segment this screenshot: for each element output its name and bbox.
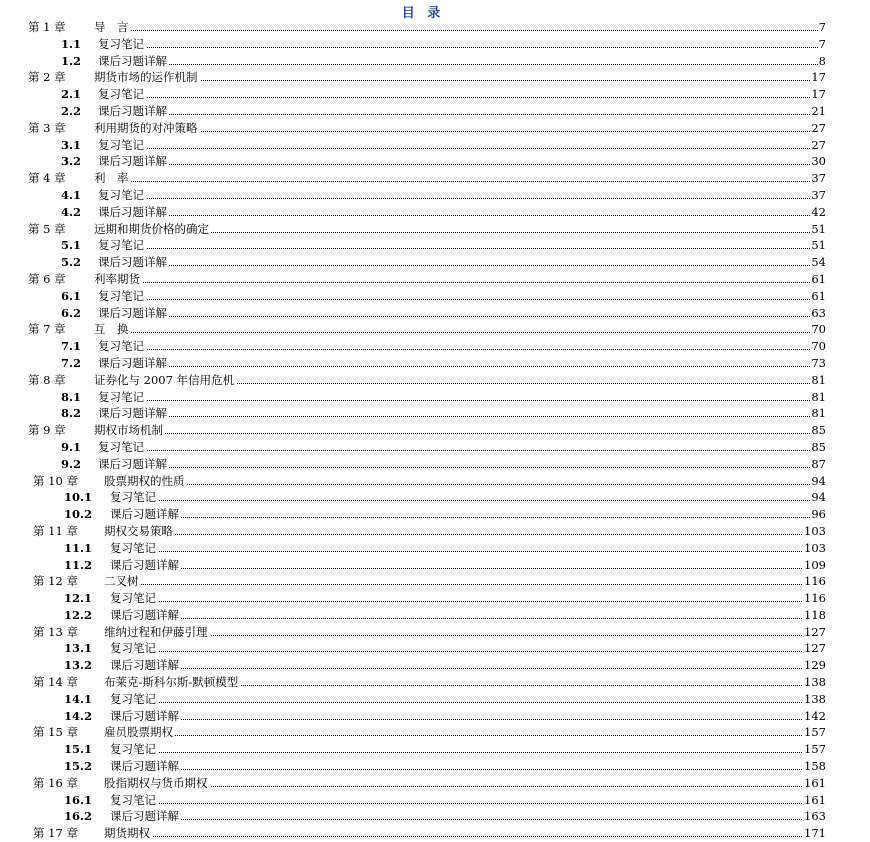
toc-chapter-row[interactable] xyxy=(0,221,870,238)
toc-chapter-row[interactable] xyxy=(0,271,870,288)
section-number: 12.2 xyxy=(64,607,93,622)
dot-leader xyxy=(114,651,824,652)
toc-section-row[interactable] xyxy=(0,204,870,221)
chapter-title[interactable]: 利率期货 xyxy=(94,271,140,286)
page-number: 157 xyxy=(804,742,826,757)
dot-leader xyxy=(102,164,824,165)
section-number: 6.2 xyxy=(61,305,82,320)
toc-title: 目 录 xyxy=(401,6,445,21)
page-number: 27 xyxy=(811,137,826,152)
chapter-title[interactable]: 股票期权的性质 xyxy=(104,473,185,488)
section-number: 8.2 xyxy=(61,406,82,421)
toc-section-row[interactable] xyxy=(0,355,870,372)
section-number: 9.1 xyxy=(61,439,82,454)
chapter-number: 第 11 章 xyxy=(33,523,78,538)
page-number: 157 xyxy=(804,725,826,740)
page-number: 127 xyxy=(804,624,826,639)
chapter-title[interactable]: 互 换 xyxy=(94,322,129,337)
toc-section-row[interactable] xyxy=(0,607,870,624)
toc-section-row[interactable] xyxy=(0,489,870,506)
section-title[interactable]: 课后习题详解 xyxy=(98,305,167,320)
chapter-title[interactable]: 利 率 xyxy=(94,171,129,186)
chapter-number: 第 3 章 xyxy=(28,120,66,135)
dot-leader xyxy=(102,198,824,199)
toc-chapter-row[interactable] xyxy=(0,170,870,187)
dot-leader xyxy=(102,47,824,48)
chapter-title[interactable]: 维纳过程和伊藤引理 xyxy=(104,624,208,639)
section-title[interactable]: 课后习题详解 xyxy=(98,154,167,169)
section-title[interactable]: 复习笔记 xyxy=(98,439,144,454)
chapter-number: 第 13 章 xyxy=(33,624,78,639)
toc-section-row[interactable] xyxy=(0,305,870,322)
section-number: 10.1 xyxy=(64,490,93,505)
section-number: 16.2 xyxy=(64,809,93,824)
section-title[interactable]: 复习笔记 xyxy=(110,540,156,555)
page-number: 138 xyxy=(804,691,826,706)
page-number: 70 xyxy=(811,322,826,337)
chapter-number: 第 14 章 xyxy=(33,675,78,690)
section-number: 8.1 xyxy=(61,389,82,404)
page-number: 7 xyxy=(818,36,826,51)
dot-leader xyxy=(102,97,824,98)
section-number: 4.1 xyxy=(61,187,82,202)
section-title[interactable]: 复习笔记 xyxy=(98,238,144,253)
section-number: 13.1 xyxy=(64,641,93,656)
toc-list xyxy=(0,19,870,842)
section-number: 10.2 xyxy=(64,507,93,522)
dot-leader xyxy=(114,719,824,720)
chapter-number: 第 2 章 xyxy=(28,70,66,85)
toc-section-row[interactable] xyxy=(0,288,870,305)
dot-leader xyxy=(114,568,824,569)
dot-leader xyxy=(114,618,824,619)
page-number: 81 xyxy=(811,389,826,404)
toc-chapter-row[interactable] xyxy=(0,69,870,86)
toc-chapter-row[interactable] xyxy=(0,624,870,641)
dot-leader xyxy=(102,215,824,216)
toc-section-row[interactable] xyxy=(0,741,870,758)
section-number: 16.1 xyxy=(64,792,93,807)
section-number: 7.2 xyxy=(61,355,82,370)
chapter-title[interactable]: 期货市场的运作机制 xyxy=(94,70,198,85)
section-number: 5.2 xyxy=(61,255,82,270)
page-number: 116 xyxy=(804,591,826,606)
toc-section-row[interactable] xyxy=(0,53,870,70)
page-number: 7 xyxy=(818,20,826,34)
page-number: 94 xyxy=(811,490,826,505)
chapter-number: 第 6 章 xyxy=(28,271,66,286)
page-number: 70 xyxy=(811,339,826,354)
page-number: 54 xyxy=(811,255,826,270)
toc-chapter-row[interactable] xyxy=(0,422,870,439)
toc-section-row[interactable] xyxy=(0,338,870,355)
toc-chapter-row[interactable] xyxy=(0,674,870,691)
section-title[interactable]: 复习笔记 xyxy=(110,742,156,757)
chapter-title[interactable]: 布莱克-斯科尔斯-默顿模型 xyxy=(104,675,239,690)
toc-section-row[interactable] xyxy=(0,708,870,725)
dot-leader xyxy=(102,299,824,300)
page-number: 63 xyxy=(811,305,826,320)
chapter-title[interactable]: 期权交易策略 xyxy=(104,523,173,538)
toc-section-row[interactable] xyxy=(0,103,870,120)
page-number: 21 xyxy=(811,103,826,118)
toc-section-row[interactable] xyxy=(0,590,870,607)
toc-section-row[interactable] xyxy=(0,640,870,657)
page-number: 61 xyxy=(811,288,826,303)
toc-chapter-row[interactable] xyxy=(0,473,870,490)
page-number: 42 xyxy=(811,204,826,219)
dot-leader xyxy=(114,803,824,804)
page-number: 129 xyxy=(804,658,826,673)
section-title[interactable]: 复习笔记 xyxy=(110,591,156,606)
section-title[interactable]: 课后习题详解 xyxy=(110,557,179,572)
section-title[interactable]: 课后习题详解 xyxy=(98,456,167,471)
dot-leader xyxy=(114,752,824,753)
page-number: 116 xyxy=(804,574,826,589)
section-title[interactable]: 课后习题详解 xyxy=(110,809,179,824)
toc-section-row[interactable] xyxy=(0,405,870,422)
page-number: 17 xyxy=(811,87,826,102)
section-title[interactable]: 复习笔记 xyxy=(98,389,144,404)
section-number: 12.1 xyxy=(64,591,93,606)
dot-leader xyxy=(98,181,824,182)
section-title[interactable]: 课后习题详解 xyxy=(110,607,179,622)
toc-section-row[interactable] xyxy=(0,153,870,170)
dot-leader xyxy=(114,819,824,820)
dot-leader xyxy=(108,584,824,585)
chapter-number: 第 5 章 xyxy=(28,221,66,236)
dot-leader xyxy=(98,282,824,283)
toc-section-row[interactable] xyxy=(0,389,870,406)
dot-leader xyxy=(98,80,824,81)
dot-leader xyxy=(102,450,824,451)
dot-leader xyxy=(114,500,824,501)
page-number: 94 xyxy=(811,473,826,488)
section-title[interactable]: 课后习题详解 xyxy=(110,759,179,774)
chapter-title[interactable]: 期权市场机制 xyxy=(94,423,163,438)
page-number: 85 xyxy=(811,439,826,454)
dot-leader xyxy=(98,131,824,132)
chapter-title[interactable]: 证券化与 2007 年信用危机 xyxy=(94,372,235,387)
section-number: 11.1 xyxy=(64,540,93,555)
section-title[interactable]: 课后习题详解 xyxy=(98,53,167,68)
chapter-title[interactable]: 利用期货的对冲策略 xyxy=(94,120,198,135)
dot-leader xyxy=(114,551,824,552)
page-number: 161 xyxy=(804,775,826,790)
dot-leader xyxy=(114,517,824,518)
section-title[interactable]: 课后习题详解 xyxy=(110,658,179,673)
page-number: 17 xyxy=(811,70,826,85)
toc-section-row[interactable] xyxy=(0,456,870,473)
section-title[interactable]: 课后习题详解 xyxy=(98,406,167,421)
page-number: 138 xyxy=(804,675,826,690)
chapter-number: 第 9 章 xyxy=(28,423,66,438)
toc-section-row[interactable] xyxy=(0,540,870,557)
chapter-number: 第 10 章 xyxy=(33,473,78,488)
chapter-number: 第 16 章 xyxy=(33,775,78,790)
page-number: 161 xyxy=(804,792,826,807)
page-number: 103 xyxy=(804,523,826,538)
toc-section-row[interactable] xyxy=(0,237,870,254)
page-number: 51 xyxy=(811,221,826,236)
toc-chapter-row[interactable] xyxy=(0,724,870,741)
dot-leader xyxy=(108,484,824,485)
page-number: 37 xyxy=(811,187,826,202)
dot-leader xyxy=(102,400,824,401)
section-title[interactable]: 复习笔记 xyxy=(98,137,144,152)
section-title[interactable]: 课后习题详解 xyxy=(98,204,167,219)
toc-section-row[interactable] xyxy=(0,254,870,271)
page-number: 127 xyxy=(804,641,826,656)
section-number: 2.2 xyxy=(61,103,82,118)
section-title[interactable]: 课后习题详解 xyxy=(110,507,179,522)
page-number: 158 xyxy=(804,759,826,774)
page-number: 87 xyxy=(811,456,826,471)
toc-section-row[interactable] xyxy=(0,36,870,53)
section-title[interactable]: 复习笔记 xyxy=(110,641,156,656)
chapter-number: 第 4 章 xyxy=(28,171,66,186)
page-number: 96 xyxy=(811,507,826,522)
section-title[interactable]: 课后习题详解 xyxy=(98,355,167,370)
chapter-title[interactable]: 雇员股票期权 xyxy=(104,725,173,740)
dot-leader xyxy=(102,416,824,417)
toc-section-row[interactable] xyxy=(0,557,870,574)
toc-section-row[interactable] xyxy=(0,657,870,674)
dot-leader xyxy=(102,248,824,249)
section-number: 11.2 xyxy=(64,557,93,572)
dot-leader xyxy=(98,433,824,434)
chapter-number: 第 15 章 xyxy=(33,725,78,740)
section-number: 1.2 xyxy=(61,53,82,68)
page-number: 73 xyxy=(811,355,826,370)
section-number: 15.2 xyxy=(64,759,93,774)
section-number: 15.1 xyxy=(64,742,93,757)
toc-chapter-row[interactable] xyxy=(0,321,870,338)
dot-leader xyxy=(102,467,824,468)
section-number: 13.2 xyxy=(64,658,93,673)
toc-section-row[interactable] xyxy=(0,691,870,708)
page-number: 109 xyxy=(804,557,826,572)
section-title[interactable]: 复习笔记 xyxy=(110,691,156,706)
section-title[interactable]: 复习笔记 xyxy=(98,36,144,51)
chapter-number: 第 7 章 xyxy=(28,322,66,337)
chapter-title[interactable]: 远期和期货价格的确定 xyxy=(94,221,209,236)
toc-chapter-row[interactable] xyxy=(0,825,870,842)
toc-section-row[interactable] xyxy=(0,439,870,456)
page-number: 30 xyxy=(811,154,826,169)
dot-leader xyxy=(102,366,824,367)
page-number: 142 xyxy=(804,708,826,723)
dot-leader xyxy=(114,601,824,602)
section-number: 6.1 xyxy=(61,288,82,303)
section-title[interactable]: 复习笔记 xyxy=(98,87,144,102)
dot-leader xyxy=(102,265,824,266)
section-number: 3.2 xyxy=(61,154,82,169)
toc-chapter-row[interactable] xyxy=(0,523,870,540)
section-title[interactable]: 课后习题详解 xyxy=(98,255,167,270)
chapter-title[interactable]: 二叉树 xyxy=(104,574,139,589)
section-title[interactable]: 课后习题详解 xyxy=(110,708,179,723)
dot-leader xyxy=(102,349,824,350)
dot-leader xyxy=(102,64,824,65)
page-number: 81 xyxy=(811,406,826,421)
toc-section-row[interactable] xyxy=(0,808,870,825)
section-number: 7.1 xyxy=(61,339,82,354)
dot-leader xyxy=(98,30,824,31)
section-title[interactable]: 复习笔记 xyxy=(98,339,144,354)
dot-leader xyxy=(114,668,824,669)
chapter-number: 第 1 章 xyxy=(28,20,66,34)
chapter-title[interactable]: 导 言 xyxy=(94,20,129,34)
page-number: 61 xyxy=(811,271,826,286)
dot-leader xyxy=(98,332,824,333)
section-number: 4.2 xyxy=(61,204,82,219)
toc-chapter-row[interactable] xyxy=(0,775,870,792)
section-title[interactable]: 复习笔记 xyxy=(110,792,156,807)
section-title[interactable]: 复习笔记 xyxy=(110,490,156,505)
toc-section-row[interactable] xyxy=(0,86,870,103)
chapter-title[interactable]: 股指期权与货币期权 xyxy=(104,775,208,790)
dot-leader xyxy=(108,635,824,636)
page-number: 27 xyxy=(811,120,826,135)
chapter-number: 第 12 章 xyxy=(33,574,78,589)
page-number: 118 xyxy=(804,607,826,622)
section-number: 9.2 xyxy=(61,456,82,471)
section-title[interactable]: 复习笔记 xyxy=(98,288,144,303)
dot-leader xyxy=(108,735,824,736)
page-number: 85 xyxy=(811,423,826,438)
dot-leader xyxy=(108,534,824,535)
section-number: 2.1 xyxy=(61,87,82,102)
section-title[interactable]: 课后习题详解 xyxy=(98,103,167,118)
dot-leader xyxy=(102,316,824,317)
chapter-number: 第 8 章 xyxy=(28,372,66,387)
chapter-number: 第 17 章 xyxy=(33,826,78,841)
toc-section-row[interactable] xyxy=(0,506,870,523)
toc-chapter-row[interactable] xyxy=(0,372,870,389)
dot-leader xyxy=(114,769,824,770)
section-number: 14.2 xyxy=(64,708,93,723)
toc-section-row[interactable] xyxy=(0,137,870,154)
section-title[interactable]: 复习笔记 xyxy=(98,187,144,202)
page-number: 37 xyxy=(811,171,826,186)
section-number: 5.1 xyxy=(61,238,82,253)
dot-leader xyxy=(102,148,824,149)
toc-chapter-row[interactable] xyxy=(0,19,870,36)
toc-section-row[interactable] xyxy=(0,792,870,809)
section-number: 14.1 xyxy=(64,691,93,706)
page-number: 163 xyxy=(804,809,826,824)
page-number: 81 xyxy=(811,372,826,387)
toc-section-row[interactable] xyxy=(0,187,870,204)
toc-section-row[interactable] xyxy=(0,758,870,775)
toc-chapter-row[interactable] xyxy=(0,573,870,590)
page-number: 171 xyxy=(804,826,826,841)
chapter-title[interactable]: 期货期权 xyxy=(104,826,150,841)
page-number: 103 xyxy=(804,540,826,555)
dot-leader xyxy=(108,836,824,837)
dot-leader xyxy=(102,114,824,115)
dot-leader xyxy=(114,702,824,703)
dot-leader xyxy=(108,786,824,787)
page-number: 8 xyxy=(818,53,826,68)
page-number: 51 xyxy=(811,238,826,253)
toc-chapter-row[interactable] xyxy=(0,120,870,137)
section-number: 3.1 xyxy=(61,137,82,152)
section-number: 1.1 xyxy=(61,36,82,51)
